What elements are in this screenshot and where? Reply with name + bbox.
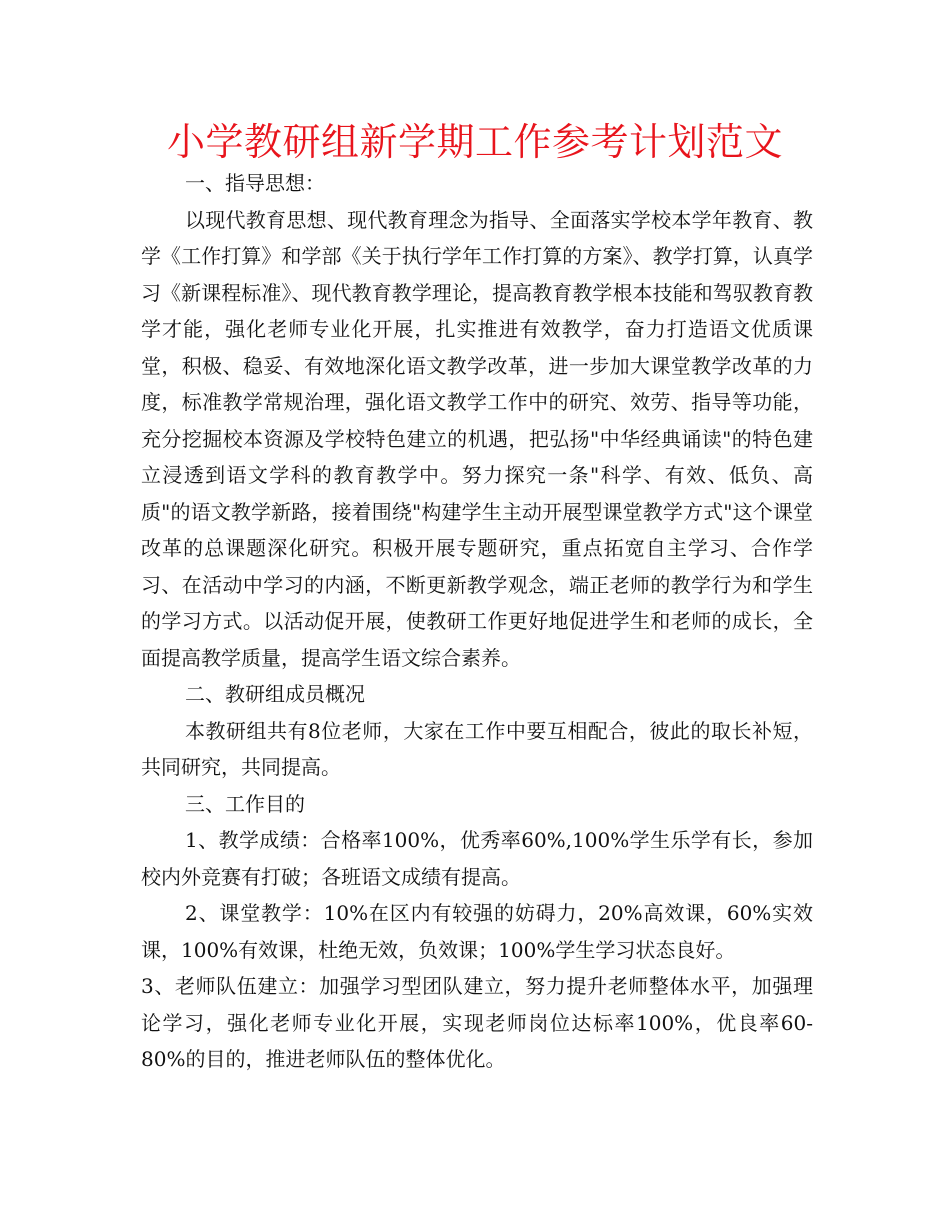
paragraph-goal-classroom-teaching: 2、课堂教学：10%在区内有较强的妨碍力，20%高效课，60%实效课，100%有效课，杜绝无效，负效课；100%学生学习状态良好。 (141, 901, 813, 962)
document-body (141, 165, 813, 1078)
paragraph-members: 本教研组共有8位老师，大家在工作中要互相配合，彼此的取长补短，共同研究，共同提高。 (141, 718, 813, 779)
section-heading-members: 二、教研组成员概况 (185, 682, 365, 706)
paragraph-goal-teacher-team: 3、老师队伍建立：加强学习型团队建立，努力提升老师整体水平，加强理论学习，强化老师专业化开展，实现老师岗位达标率100%，优良率60-80%的目的，推进老师队伍的整体优化。 (141, 974, 813, 1071)
section-heading-guiding-ideology: 一、指导思想： (185, 171, 325, 195)
document-title: 小学教研组新学期工作参考计划范文 (166, 120, 783, 164)
paragraph-goal-teaching-results: 1、教学成绩：合格率100%，优秀率60%,100%学生乐学有长，参加校内外竞赛有打破；各班语文成绩有提高。 (141, 828, 813, 889)
section-heading-goals: 三、工作目的 (185, 791, 305, 816)
paragraph-guiding-ideology: 以现代教育思想、现代教育理念为指导、全面落实学校本学年教育、教学《工作打算》和学部《关于执行学年工作打算的方案》、教学打算，认真学习《新课程标准》、现代教育教学理论，提高教育教学根本技能和驾驭教育教学才能，强化老师专业化开展，扎实推进有效教学，奋力打造语文优质课堂，积极、稳妥、有效地深化语文教学改革，进一步加大课堂教学改革的力度，标准教学常规治理，强化语文教学工作中的研究、效劳、指导等功能，充分挖掘校本资源及学校特色建立的机遇，把弘扬"中华经典诵读"的特色建立浸透到语文学科的教育教学中。努力探究一条"科学、有效、低负、高质"的语文教学新路，接着围绕"构建学生主动开展型课堂教学方式"这个课堂改革的总课题深化研究。积极开展专题研究，重点拓宽自主学习、合作学习、在活动中学习的内涵，不断更新教学观念，端正老师的教学行为和学生的学习方式。以活动促开展，使教研工作更好地促进学生和老师的成长，全面提高教学质量，提高学生语文综合素养。 (141, 207, 813, 670)
